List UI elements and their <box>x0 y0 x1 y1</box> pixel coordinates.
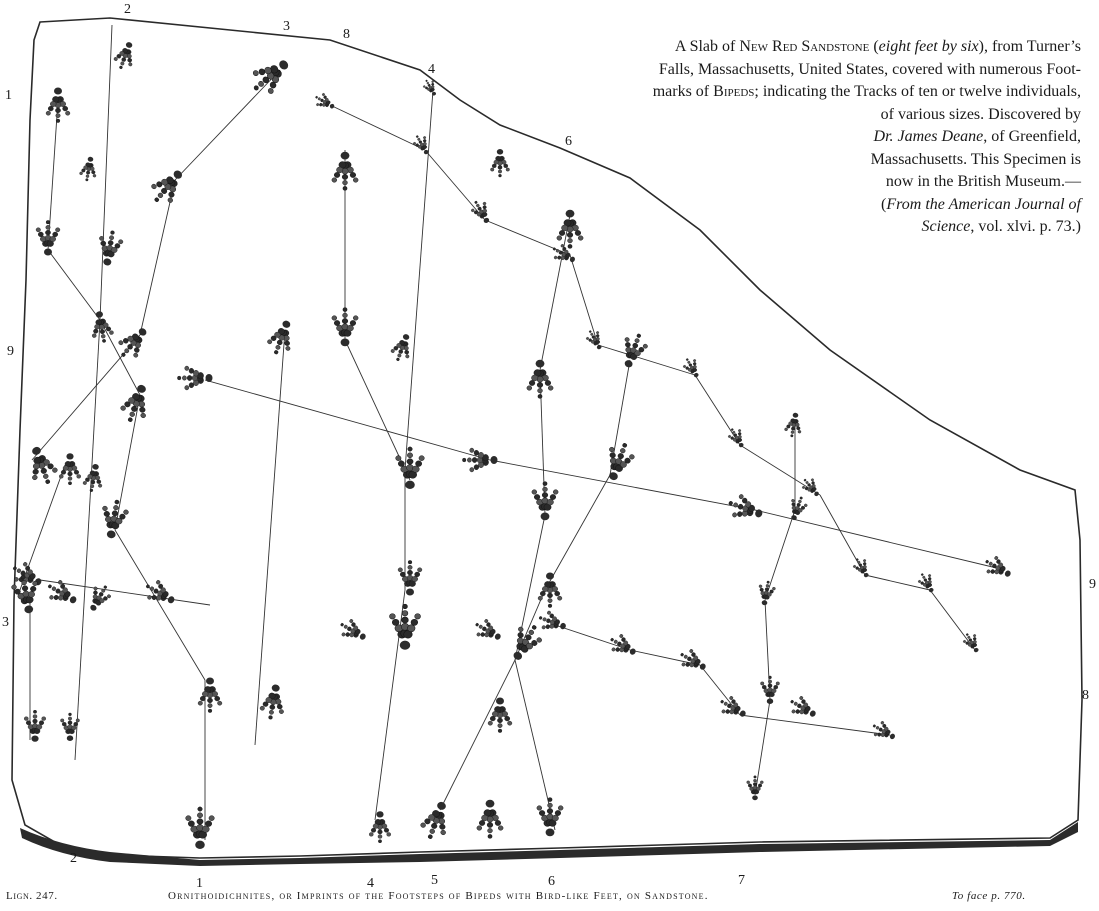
three-toed-footprint <box>264 317 298 358</box>
three-toed-footprint <box>396 447 425 489</box>
track-number-bottom-7: 7 <box>738 873 745 888</box>
three-toed-footprint <box>46 88 70 123</box>
three-toed-footprint <box>336 616 370 647</box>
caption-text: now in the British Museum.— <box>885 173 1081 190</box>
caption-text: ; indicating the Tracks of ten or twelve individuals, <box>754 83 1081 100</box>
trackway-line <box>205 380 490 460</box>
track-number-top-3: 3 <box>283 19 290 34</box>
caption-line <box>541 216 1081 239</box>
trackway-line <box>570 255 598 345</box>
three-toed-footprint <box>799 475 824 500</box>
three-toed-footprint <box>616 330 650 371</box>
track-number-top-6: 6 <box>565 134 572 149</box>
three-toed-footprint <box>488 698 512 733</box>
trackway-line <box>255 330 285 745</box>
three-toed-footprint <box>95 229 125 268</box>
track-number-top-4: 4 <box>428 62 435 77</box>
caption-text: Dr. James Deane <box>873 128 984 145</box>
slab-bottom-edge <box>20 822 1078 866</box>
trackway-line <box>930 590 975 650</box>
caption-text: Massachusetts. This Specimen is <box>870 150 1081 168</box>
trackway-line <box>48 250 100 320</box>
trackway-line <box>598 345 695 375</box>
page-reference: To face p. 770. <box>952 890 1026 902</box>
three-toed-footprint <box>258 683 288 722</box>
three-toed-footprint <box>186 807 215 849</box>
three-toed-footprint <box>82 462 106 493</box>
track-number-bottom-5: 5 <box>431 873 438 888</box>
track-number-left-3: 3 <box>2 615 9 630</box>
three-toed-footprint <box>59 453 81 485</box>
three-toed-footprint <box>532 482 558 521</box>
caption-line <box>541 104 1081 127</box>
three-toed-footprint <box>527 360 553 399</box>
three-toed-footprint <box>981 553 1015 584</box>
caption-text: of various sizes. Discovered by <box>880 105 1081 123</box>
caption-text: Science <box>921 218 971 235</box>
three-toed-footprint <box>145 163 190 209</box>
caption-line <box>541 36 1081 59</box>
track-number-right-9: 9 <box>1089 577 1096 592</box>
three-toed-footprint <box>961 630 984 655</box>
three-toed-footprint <box>606 631 640 662</box>
three-toed-footprint <box>916 570 939 595</box>
three-toed-footprint <box>462 448 497 472</box>
trackway-line <box>20 465 65 590</box>
caption-text: ( <box>869 38 879 55</box>
three-toed-footprint <box>198 678 222 713</box>
caption-line <box>541 126 1081 149</box>
three-toed-footprint <box>726 425 749 450</box>
trackway-line <box>440 660 515 810</box>
three-toed-footprint <box>756 580 777 607</box>
track-number-bottom-2: 2 <box>70 851 77 866</box>
caption-text: marks of <box>652 83 714 100</box>
three-toed-footprint <box>332 152 358 191</box>
three-toed-footprint <box>421 77 440 98</box>
three-toed-footprint <box>538 573 562 608</box>
three-toed-footprint <box>369 811 391 843</box>
caption-text: ( <box>881 195 887 213</box>
three-toed-footprint <box>24 710 46 742</box>
caption-text: Bipeds <box>713 83 755 100</box>
caption-text: Falls, Massachusetts, United States, covered with numerous Foot- <box>658 60 1081 78</box>
trackway-line <box>115 395 140 530</box>
caption-text: A Slab of <box>674 38 740 55</box>
trackway-line <box>555 625 630 650</box>
trackway-line <box>740 445 820 495</box>
three-toed-footprint <box>869 718 899 745</box>
track-number-bottom-1: 1 <box>196 876 203 891</box>
caption-text: From the American Journal of <box>886 195 1081 213</box>
three-toed-footprint <box>36 220 60 255</box>
three-toed-footprint <box>23 443 61 488</box>
three-toed-footprint <box>477 800 503 839</box>
three-toed-footprint <box>549 241 579 268</box>
three-toed-footprint <box>851 555 874 580</box>
three-toed-footprint <box>388 331 416 364</box>
trackway-line <box>175 70 280 180</box>
trackway-line <box>100 25 112 320</box>
figure-label: Lign. 247. <box>6 890 58 902</box>
caption-line <box>541 59 1081 82</box>
three-toed-footprint <box>98 498 131 541</box>
three-toed-footprint <box>725 491 766 525</box>
caption-text: , of Greenfield, <box>983 128 1081 145</box>
plate-caption <box>541 36 1081 239</box>
three-toed-footprint <box>84 581 115 615</box>
three-toed-footprint <box>177 366 212 390</box>
track-number-top-2: 2 <box>124 2 131 17</box>
trackway-line <box>765 510 795 600</box>
three-toed-footprint <box>681 355 704 380</box>
track-number-left-9: 9 <box>7 344 14 359</box>
trackway-line <box>695 375 740 445</box>
three-toed-footprint <box>584 327 607 352</box>
caption-line <box>541 194 1081 217</box>
trackway-line <box>330 105 425 150</box>
three-toed-footprint <box>389 604 420 650</box>
caption-text: , vol. xlvi. p. 73.) <box>970 218 1081 235</box>
three-toed-footprint <box>245 51 296 100</box>
caption-line <box>541 81 1081 104</box>
three-toed-footprint <box>78 155 99 182</box>
three-toed-footprint <box>783 411 804 438</box>
track-number-left-1: 1 <box>5 88 12 103</box>
track-number-right-8: 8 <box>1082 688 1089 703</box>
three-toed-footprint <box>332 308 358 347</box>
trackway-line <box>425 150 485 220</box>
three-toed-footprint <box>417 798 455 843</box>
caption-text: eight feet by six <box>878 38 979 55</box>
three-toed-footprint <box>398 560 422 595</box>
three-toed-footprint <box>716 693 750 724</box>
trackway-line <box>740 715 890 735</box>
three-toed-footprint <box>786 693 820 724</box>
figure-title: Ornithoidichnites, or Imprints of the Footsteps of Bipeds with Bird-like Feet, on Sandstone. <box>168 890 709 902</box>
three-toed-footprint <box>747 776 764 801</box>
three-toed-footprint <box>760 676 779 704</box>
trackway-line <box>140 180 175 335</box>
three-toed-footprint <box>111 39 139 72</box>
track-number-top-8: 8 <box>343 27 350 42</box>
three-toed-footprint <box>600 439 638 484</box>
three-toed-footprint <box>536 608 569 636</box>
caption-text: ), from Turner’s <box>978 38 1081 55</box>
trackway-line <box>375 590 405 820</box>
track-number-bottom-6: 6 <box>548 874 555 889</box>
caption-line <box>541 171 1081 194</box>
track-number-bottom-4: 4 <box>367 876 374 891</box>
three-toed-footprint <box>504 619 546 666</box>
three-toed-footprint <box>471 616 505 647</box>
caption-text: New Red Sandstone <box>739 38 870 55</box>
trackway-line <box>115 530 205 680</box>
three-toed-footprint <box>490 149 509 177</box>
three-toed-footprint <box>312 91 337 114</box>
three-toed-footprint <box>88 309 115 344</box>
three-toed-footprint <box>113 322 154 364</box>
three-toed-footprint <box>537 798 563 837</box>
caption-line <box>541 149 1081 172</box>
